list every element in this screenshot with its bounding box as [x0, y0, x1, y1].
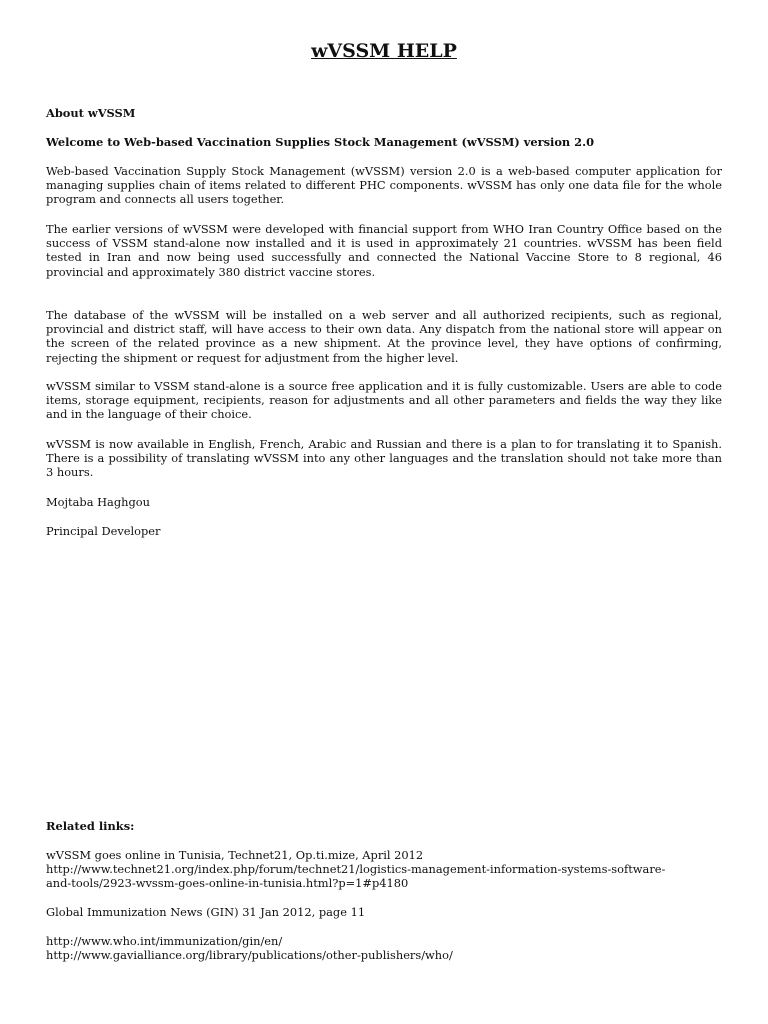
welcome-heading: Welcome to Web-based Vaccination Supplies Stock Management (wVSSM) version 2.0 — [46, 135, 594, 149]
author-name: Mojtaba Haghgou — [46, 495, 150, 509]
related-item-url[interactable]: http://www.gavialliance.org/library/publications/other-publishers/who/ — [46, 948, 453, 962]
intro-paragraph: Web-based Vaccination Supply Stock Management (wVSSM) version 2.0 is a web-based computer application for managing supplies chain of items related to different PHC components. wVSSM has only one data file for the whole program and connects all users together. — [46, 164, 722, 207]
history-paragraph: The earlier versions of wVSSM were developed with financial support from WHO Iran Country Office based on the success of VSSM stand-alone now installed and it is used in approximately 21 countries. wVSSM has been field tested in Iran and now being used successfully and connected the National Vaccine Store to 8 regional, 46 provincial and approximately 380 district vaccine stores. — [46, 222, 722, 279]
related-item-title: wVSSM goes online in Tunisia, Technet21, Op.ti.mize, April 2012 — [46, 848, 424, 862]
related-item-title: Global Immunization News (GIN) 31 Jan 2012, page 11 — [46, 905, 366, 919]
database-paragraph: The database of the wVSSM will be installed on a web server and all authorized recipients, such as regional, provincial and district staff, will have access to their own data. Any dispatch from the national store will appear on the screen of the related province as a new shipment. At the province level, they have options of confirming, rejecting the shipment or request for adjustment from the higher level. — [46, 308, 722, 365]
languages-paragraph: wVSSM is now available in English, French, Arabic and Russian and there is a plan to for translating it to Spanish. There is a possibility of translating wVSSM into any other languages and the translation should not take more than 3 hours. — [46, 437, 722, 480]
related-item-url-continued[interactable]: and-tools/2923-wvssm-goes-online-in-tunisia.html?p=1#p4180 — [46, 876, 409, 890]
author-title: Principal Developer — [46, 524, 161, 538]
document-title: wVSSM HELP — [311, 40, 457, 62]
related-item-url[interactable]: http://www.technet21.org/index.php/forum/technet21/logistics-management-information-systems-software- — [46, 862, 666, 876]
related-links-heading: Related links: — [46, 819, 135, 833]
about-heading: About wVSSM — [46, 106, 136, 120]
related-item-url[interactable]: http://www.who.int/immunization/gin/en/ — [46, 934, 283, 948]
customization-paragraph: wVSSM similar to VSSM stand-alone is a source free application and it is fully customizable. Users are able to code items, storage equipment, recipients, reason for adjustments and all other parameters and fields the way they like and in the language of their choice. — [46, 379, 722, 422]
